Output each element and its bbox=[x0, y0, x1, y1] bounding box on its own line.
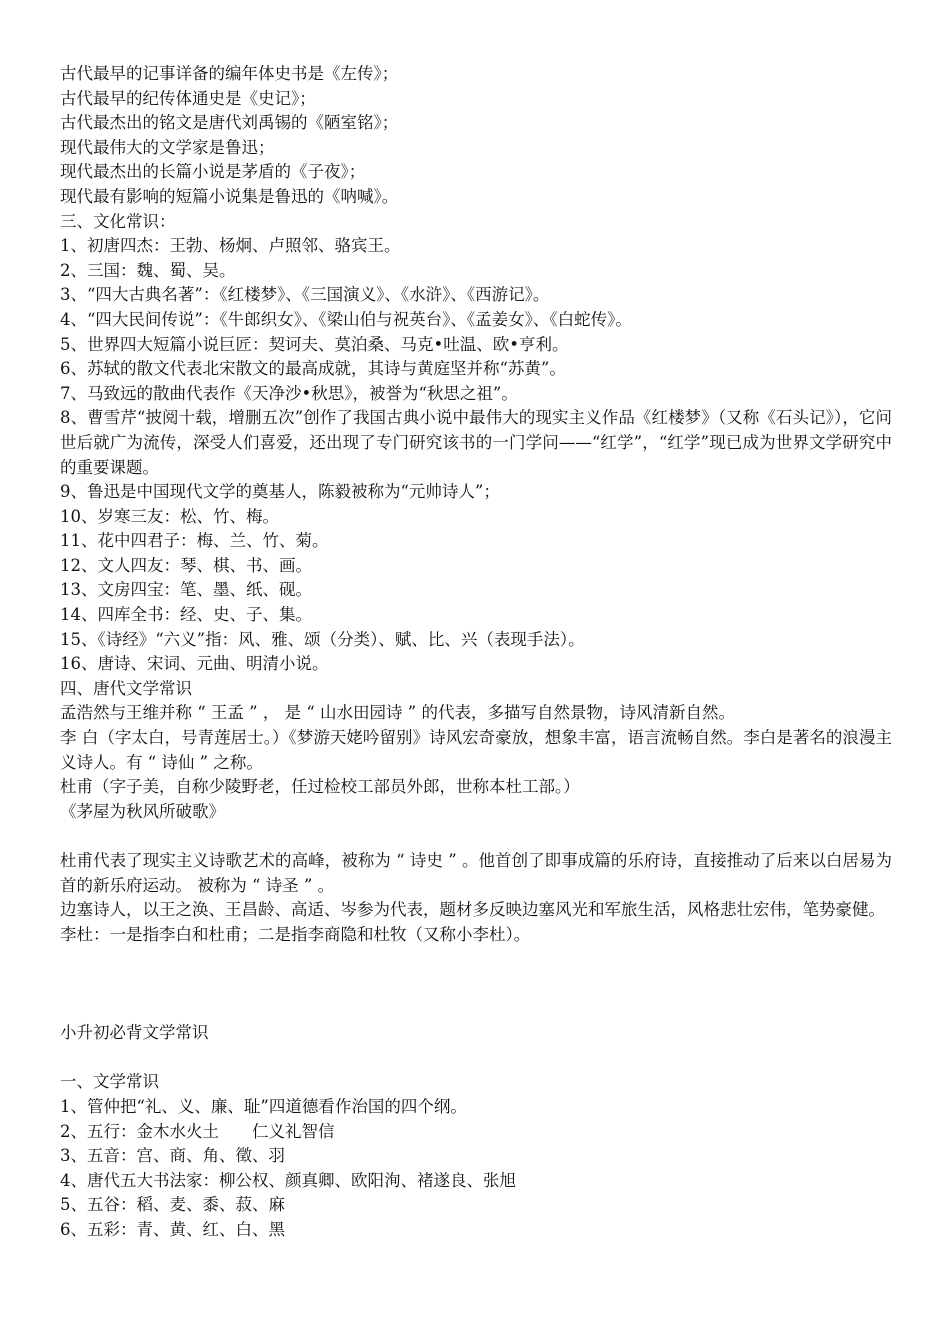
paragraph: 孟浩然与王维并称 “ 王孟 ” ， 是 “ 山水田园诗 ” 的代表，多描写自然景物，诗风清新自然。 bbox=[60, 703, 735, 723]
document-page bbox=[60, 62, 892, 1243]
list-item: 4、“四大民间传说”：《牛郎织女》、《梁山伯与祝英台》、《孟姜女》、《白蛇传》。 bbox=[60, 309, 632, 329]
spacer bbox=[60, 972, 892, 997]
list-item: 14、四库全书：经、史、子、集。 bbox=[60, 605, 312, 625]
spacer bbox=[60, 947, 892, 972]
list-item: 3、五音：宫、商、角、徵、羽 bbox=[60, 1146, 285, 1166]
list-item: 11、花中四君子：梅、兰、竹、菊。 bbox=[60, 531, 329, 551]
list-item: 5、五谷：稻、麦、黍、菽、麻 bbox=[60, 1195, 285, 1215]
section-heading: 三、文化常识： bbox=[60, 211, 176, 231]
list-item: 5、世界四大短篇小说巨匠：契诃夫、莫泊桑、马克•吐温、欧•亨利。 bbox=[60, 334, 569, 354]
section-heading: 四、唐代文学常识 bbox=[60, 678, 192, 698]
list-item: 13、文房四宝：笔、墨、纸、砚。 bbox=[60, 580, 312, 600]
list-item: 1、初唐四杰：王勃、杨炯、卢照邻、骆宾王。 bbox=[60, 236, 401, 256]
section-heading: 一、文学常识 bbox=[60, 1072, 159, 1092]
paragraph: 李 白（字太白，号青莲居士。）《梦游天姥吟留别》诗风宏奇豪放，想象丰富，语言流畅自然。李白是著名的浪漫主义诗人。有 “ 诗仙 ” 之称。 bbox=[60, 728, 892, 772]
paragraph: 杜甫（字子美，自称少陵野老，任过检校工部员外郎，世称本杜工部。） bbox=[60, 777, 580, 797]
list-item: 16、唐诗、宋词、元曲、明清小说。 bbox=[60, 654, 329, 674]
list-item: 2、三国：魏、蜀、吴。 bbox=[60, 260, 236, 280]
paragraph: 李杜：一是指李白和杜甫；二是指李商隐和杜牧（又称小李杜）。 bbox=[60, 924, 531, 944]
paragraph: 杜甫代表了现实主义诗歌艺术的高峰，被称为 “ 诗史 ” 。他首创了即事成篇的乐府诗，直接推动了后来以白居易为首的新乐府运动。 被称为 “ 诗圣 ” 。 bbox=[60, 851, 892, 895]
text-line: 古代最早的记事详备的编年体史书是《左传》； bbox=[60, 64, 399, 83]
list-item: 3、“四大古典名著”：《红楼梦》、《三国演义》、《水浒》、《西游记》。 bbox=[60, 285, 550, 305]
list-item: 6、五彩：青、黄、红、白、黑 bbox=[60, 1219, 285, 1239]
spacer bbox=[60, 1046, 892, 1071]
spacer bbox=[60, 824, 892, 849]
list-item: 6、苏轼的散文代表北宋散文的最高成就，其诗与黄庭坚并称“苏黄”。 bbox=[60, 359, 566, 379]
paragraph: 边塞诗人，以王之涣、王昌龄、高适、岑参为代表，题材多反映边塞风光和军旅生活，风格悲壮宏伟，笔势豪健。 bbox=[60, 900, 885, 920]
list-item: 7、马致远的散曲代表作《天净沙•秋思》，被誉为“秋思之祖”。 bbox=[60, 383, 518, 403]
list-item-paragraph: 8、曹雪芹“披阅十载，增删五次”创作了我国古典小说中最伟大的现实主义作品《红楼梦》（又称《石头记》），它问世后就广为流传，深受人们喜爱，还出现了专门研究该书的一门学问——“红学”，“红学”现已成为世界文学研究中的重要课题。 bbox=[60, 408, 892, 477]
text-line: 现代最有影响的短篇小说集是鲁迅的《呐喊》。 bbox=[60, 186, 399, 206]
list-item: 15、《诗经》“六义”指：风、雅、颂（分类）、赋、比、兴（表现手法）。 bbox=[60, 629, 585, 649]
list-item: 10、岁寒三友：松、竹、梅。 bbox=[60, 506, 279, 526]
text-line: 古代最早的纪传体通史是《史记》； bbox=[60, 88, 316, 108]
text-line: 古代最杰出的铭文是唐代刘禹锡的《陋室铭》； bbox=[60, 113, 399, 133]
spacer bbox=[60, 997, 892, 1022]
list-item: 12、文人四友：琴、棋、书、画。 bbox=[60, 555, 312, 575]
list-item: 9、鲁迅是中国现代文学的奠基人，陈毅被称为“元帅诗人”； bbox=[60, 482, 500, 502]
list-item: 2、五行：金木水火土 仁义礼智信 bbox=[60, 1121, 335, 1141]
list-item: 1、管仲把“礼、义、廉、耻”四道德看作治国的四个纲。 bbox=[60, 1096, 467, 1116]
document-title: 小升初必背文学常识 bbox=[60, 1023, 209, 1043]
list-item: 4、唐代五大书法家：柳公权、颜真卿、欧阳洵、褚遂良、张旭 bbox=[60, 1170, 516, 1190]
text-line: 现代最杰出的长篇小说是茅盾的《子夜》； bbox=[60, 162, 366, 182]
work-title: 《茅屋为秋风所破歌》 bbox=[60, 801, 225, 821]
text-line: 现代最伟大的文学家是鲁迅； bbox=[60, 137, 275, 157]
